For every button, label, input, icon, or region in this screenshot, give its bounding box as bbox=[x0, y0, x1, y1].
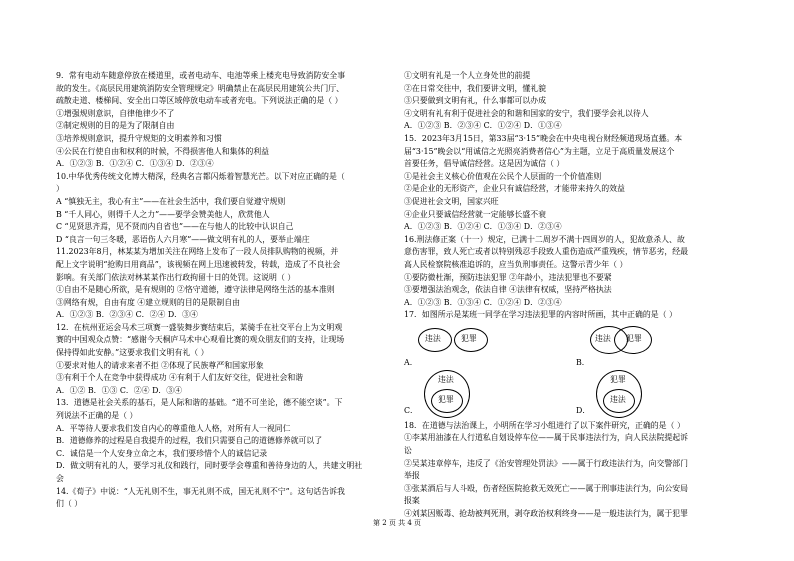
text-line: ④企业只要诚信经营就一定能够长盛不衰 bbox=[404, 209, 547, 219]
text-line: A．①②③ B．①②④ C．①③④ D．②③④ bbox=[56, 159, 214, 169]
text-line: D．做文明有礼的人，要学习礼仪和践行，同时要学会尊重和善待身边的人，共建文明社 bbox=[56, 461, 363, 471]
venn-option-c bbox=[404, 370, 544, 418]
text-line: 疏散走道、楼梯间、安全出口等区域停放电动车或者充电。下列说法正确的是（ ） bbox=[56, 96, 343, 106]
option-d-label: D． bbox=[576, 406, 591, 416]
text-line: 16.刑法修正案（十一）规定，已满十二周岁不满十四周岁的人，犯故意杀人、故 bbox=[404, 234, 685, 244]
text-line: C．诚信是一个人安身立命之本，我们要珍惜个人的诚信记录 bbox=[56, 448, 268, 458]
text-line: B “千人同心，则得千人之力”——要学会赞美他人，欣赏他人 bbox=[56, 209, 270, 219]
right-bottom-block bbox=[404, 420, 764, 521]
text-line: 届“3·15”晚会以“用诚信之光照亮消费者信心”为主题，立足于高质量发展这个 bbox=[404, 146, 675, 156]
illegal-text: 违法 bbox=[595, 333, 611, 343]
text-line: ②在日常交往中，我们要讲文明，懂礼貌 bbox=[404, 83, 547, 93]
crime-text: 犯罪 bbox=[438, 394, 454, 404]
text-line: 11.2023年8月，林某某为增加关注在网络上发布了一段人员排队购物的视频，并 bbox=[56, 247, 339, 257]
crime-text: 犯罪 bbox=[626, 333, 642, 343]
text-line: 故的发生。《高层民用建筑消防安全管理规定》明确禁止在高层民用建筑公共门厅、 bbox=[56, 83, 345, 93]
text-line: 18．在道德与法治课上，小明所在学习小组进行了以下案件研究，正确的是（ ） bbox=[404, 420, 685, 430]
right-top-block bbox=[404, 70, 764, 322]
illegal-text: 违法 bbox=[610, 394, 626, 404]
text-line: ③网络有规，自由有度 ④建立规则的目的是限制自由 bbox=[56, 297, 240, 307]
text-line: 们（ ） bbox=[56, 499, 83, 509]
text-line: ③要增强法治观念，依法自律 ④法律有权威，坚持严格执法 bbox=[404, 285, 612, 295]
text-line: A．①② B．①③ C．②④ D．③④ bbox=[56, 385, 183, 395]
text-line: ①要求对他人的请求来者不拒 ②体现了民族尊严和国家形象 bbox=[56, 360, 264, 370]
venn-row-ab bbox=[404, 322, 764, 370]
text-line: ③培养规则意识，提升守规矩的文明素养和习惯 bbox=[56, 133, 222, 143]
text-line: A．①②③ B．①②④ C．①③④ D．②③④ bbox=[404, 222, 562, 232]
text-line: ④刘某因贩毒、抢劫被判死刑，剥夺政治权利终身——是一般违法行为，属于犯罪 bbox=[404, 509, 689, 519]
venn-option-b bbox=[576, 322, 716, 370]
text-line: ①增强规则意识，自律他律少不了 bbox=[56, 108, 175, 118]
text-line: 意伤害罪，致人死亡或者以特别残忍手段致人重伤造成严重残疾，情节恶劣，经最 bbox=[404, 247, 689, 257]
text-line: 首要任务，倡导诚信经营。这是因为诚信（ ） bbox=[404, 159, 565, 169]
text-line: 报案 bbox=[404, 496, 420, 506]
text-line: ③促进社会文明，国家兴旺 bbox=[404, 196, 499, 206]
text-line: ③只要做到文明有礼，什么事都可以办成 bbox=[404, 96, 547, 106]
text-line: ①是社会主义核心价值观在公民个人层面的一个价值准则 bbox=[404, 171, 602, 181]
illegal-text: 违法 bbox=[425, 333, 441, 343]
illegal-text: 违法 bbox=[438, 374, 454, 384]
option-b-label: B． bbox=[576, 358, 590, 368]
text-line: B．道德修养的过程是自我提升的过程，我们只需要自己的道德修养就可以了 bbox=[56, 436, 323, 446]
option-a-label: A． bbox=[404, 358, 418, 368]
text-line: ③有利于个人在竞争中获得成功 ④有利于人们友好交往，促进社会和谐 bbox=[56, 373, 304, 383]
left-column bbox=[56, 70, 416, 511]
text-line: 15．2023年3月15日，第33届“3·15”晚会在中央电视台财经频道现场直播。本 bbox=[404, 133, 683, 143]
text-line: 12．在杭州亚运会马术三项赛一盛装舞步赛结束后，某骑手在社交平台上为文明观 bbox=[56, 322, 343, 332]
text-line: 讼 bbox=[404, 446, 412, 456]
text-line: C “见贤思齐焉，见不贤而内自省也”——在与他人的比较中认识自己 bbox=[56, 222, 294, 232]
text-line: A “慎独无主，我心有主”——在社会生活中，我们要自觉遵守规则 bbox=[56, 196, 286, 206]
text-line: 13．道德是社会关系的基石，是人际和谐的基础。“道不可坐论，德不能空谈”。下 bbox=[56, 398, 343, 408]
text-line: 赛的中国观众点赞：“感谢今天桐庐马术中心观看比赛的观众朋友们的支持，让现场 bbox=[56, 335, 345, 345]
text-line: A．①②③ B．②③④ C．①②④ D．①③④ bbox=[404, 121, 562, 131]
text-line: A．①②③ B．②③④ C．②④ D．③④ bbox=[56, 310, 198, 320]
text-line: A．①②③ B．①③④ C．①②④ D．②③④ bbox=[404, 297, 562, 307]
text-line: ②是企业的无形资产，企业只有诚信经营，才能带来持久的效益 bbox=[404, 184, 625, 194]
venn-row-cd bbox=[404, 370, 764, 420]
crime-text: 犯罪 bbox=[461, 333, 477, 343]
text-line: 保持得如此安静。”这要求我们文明有礼（ ） bbox=[56, 348, 209, 358]
text-line: ①自由不是随心所欲，是有规则的 ②恪守道德，遵守法律是网络生活的基本准则 bbox=[56, 285, 335, 295]
text-line: 9．常有电动车随意停放在楼道里，或者电动车、电池等乘上楼充电导致消防安全事 bbox=[56, 71, 346, 80]
text-line: A．平等待人要求我们发自内心的尊重他人人格，对所有人一视同仁 bbox=[56, 423, 291, 433]
text-line: ④文明有礼有利于促进社会的和谐和国家的安宁，我们要学会礼以待人 bbox=[404, 108, 649, 118]
text-line: ①李某用油漆在人行道私自划设停车位——属于民事违法行为，向人民法院提起诉 bbox=[404, 433, 689, 443]
text-line: 列说法不正确的是（ ） bbox=[56, 411, 138, 421]
text-line: 10.中华优秀传统文化博大精深，经典名言都闪烁着智慧光芒。以下对应正确的是（ bbox=[56, 171, 345, 181]
text-line: ①要防微杜渐，预防违法犯罪 ②年龄小，违法犯罪也不要紧 bbox=[404, 272, 612, 282]
text-line: 17．如图所示是某班一同学在学习违法犯罪的内容时所画，其中正确的是（ ） bbox=[404, 310, 677, 320]
text-line: 14.《荀子》中说：“人无礼则不生，事无礼则不成，国无礼则不宁”。这句话告诉我 bbox=[56, 486, 345, 496]
page-footer: 第 2 页 共 4 页 bbox=[372, 519, 422, 527]
text-line: ②吴某违章停车，违反了《治安管理处罚法》——属于行政违法行为，向交警部门 bbox=[404, 458, 689, 468]
text-line: 举报 bbox=[404, 471, 420, 481]
text-line: D “良言一句三冬暖，恶语伤人六月寒”——做文明有礼的人，要举止端庄 bbox=[56, 234, 310, 244]
text-line: 高人民检察院核准追诉的，应当负刑事责任。这警示青少年（ ） bbox=[404, 259, 628, 269]
text-line: ②制定规则的目的是为了限制自由 bbox=[56, 121, 175, 131]
right-column bbox=[404, 70, 764, 521]
text-line: ） bbox=[56, 184, 64, 194]
text-line: 配上文字说明“抢购日用商品”，该视频在网上迅速被转发，转载，造成了不良社会 bbox=[56, 259, 341, 269]
option-c-label: C． bbox=[404, 406, 418, 416]
venn-option-a bbox=[404, 322, 544, 370]
text-line: 会 bbox=[56, 474, 64, 483]
venn-option-d bbox=[576, 370, 716, 418]
crime-text: 犯罪 bbox=[610, 374, 626, 384]
text-line: ③张某酒后与人斗殴，伤者经医院抢救无效死亡——属于刑事违法行为，向公安局 bbox=[404, 483, 689, 493]
text-line: ④公民在行使自由和权利的时候，不得损害他人和集体的利益 bbox=[56, 146, 270, 156]
text-line: ①文明有礼是一个人立身处世的前提 bbox=[404, 71, 531, 80]
text-line: 影响。有关部门依法对林某某作出行政拘留十日的处罚。这说明（ ） bbox=[56, 272, 296, 282]
